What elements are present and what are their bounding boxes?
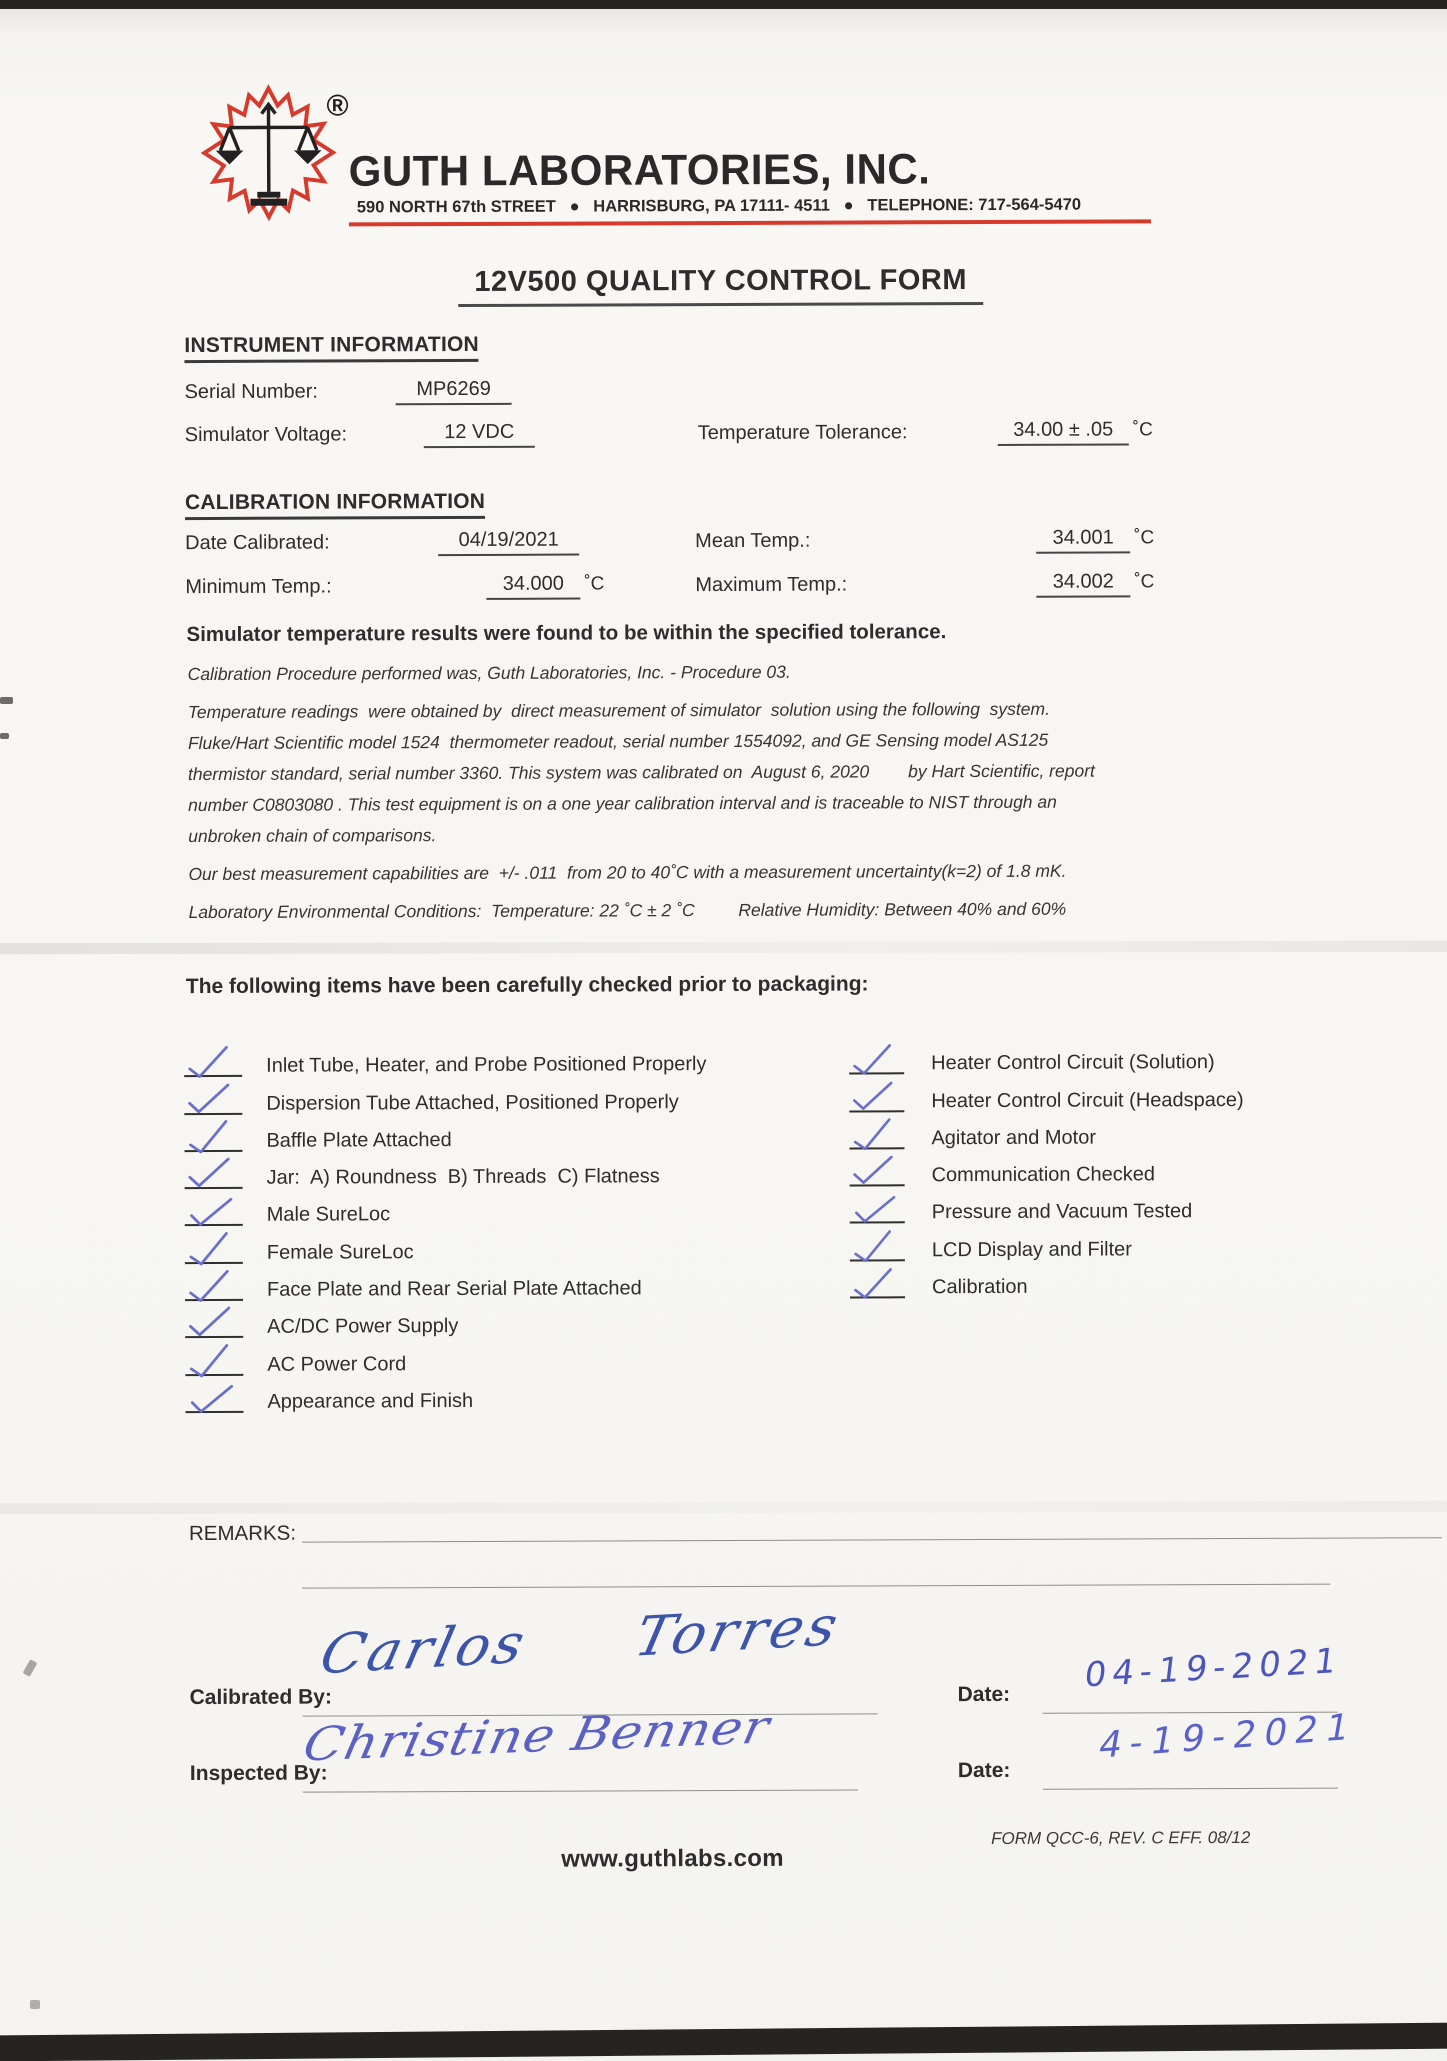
instrument-info-heading-wrap bbox=[184, 333, 479, 363]
checklist-item bbox=[185, 1378, 707, 1417]
checkbox-line bbox=[185, 1348, 243, 1376]
checklist-item bbox=[849, 1152, 1243, 1191]
checkbox-line bbox=[185, 1198, 243, 1226]
inspected-date-value: 4-19-2021 bbox=[1096, 1706, 1361, 1767]
registered-trademark: ® bbox=[326, 89, 348, 123]
guth-labs-scale-logo-icon bbox=[199, 83, 338, 222]
mean-temp-label: Mean Temp.: bbox=[695, 530, 810, 553]
serial-number-label: Serial Number: bbox=[185, 381, 318, 405]
checklist-item-label: Heater Control Circuit (Headspace) bbox=[931, 1089, 1243, 1113]
checklist-item bbox=[184, 1117, 706, 1156]
checkbox-line bbox=[185, 1385, 243, 1413]
calibrated-date-label: Date: bbox=[958, 1683, 1011, 1707]
min-temp-label: Minimum Temp.: bbox=[185, 576, 331, 600]
scan-edge-mark bbox=[0, 697, 13, 704]
checklist-item-label: Agitator and Motor bbox=[931, 1126, 1096, 1150]
checkbox-line bbox=[185, 1273, 243, 1301]
company-name: GUTH LABORATORIES, INC. bbox=[349, 145, 931, 196]
checklist-item-label: Heater Control Circuit (Solution) bbox=[931, 1051, 1215, 1075]
checklist-item bbox=[185, 1229, 707, 1268]
header-red-rule bbox=[349, 219, 1151, 226]
calibration-note-paragraph: Our best measurement capabilities are +/- .011 from 20 to 40˚C with a measurement uncertainty(k=2) of 1.8 mK. bbox=[188, 855, 1348, 890]
temperature-tolerance-value: 34.00 ± .05 ˚C bbox=[998, 418, 1153, 446]
checklist-right-column bbox=[849, 1040, 1244, 1303]
scan-edge-top-fade bbox=[0, 9, 1447, 35]
checkbox-line bbox=[850, 1233, 905, 1261]
inspected-signature-line bbox=[303, 1789, 858, 1792]
calibration-note-paragraph: Laboratory Environmental Conditions: Temperature: 22 ˚C ± 2 ˚C Relative Humidity: Between 40% and 60% bbox=[189, 893, 1349, 928]
checkmark-icon bbox=[849, 1148, 896, 1192]
checklist-item bbox=[185, 1340, 707, 1379]
checklist-item bbox=[185, 1154, 707, 1193]
checkbox-line bbox=[184, 1124, 242, 1152]
min-temp-value: 34.000 ˚C bbox=[486, 572, 604, 599]
checkbox-line bbox=[850, 1270, 905, 1298]
calibration-info-heading-wrap bbox=[185, 490, 485, 520]
mean-temp-unit: ˚C bbox=[1130, 527, 1154, 548]
calibrated-signature: Carlos Torres bbox=[315, 1594, 847, 1687]
checkbox-line bbox=[850, 1196, 905, 1224]
calibration-note-paragraph: Temperature readings were obtained by direct measurement of simulator solution using the following system. Fluke/Hart Scientific model 1524 thermometer readout, serial number 1554092, and GE Sensing model AS125 thermistor standard, serial number 3360. This system was calibrated on August 6, 2020 by Hart Scientific, report number C0803080 . This test equipment is on a one year calibration interval and is traceable to NIST through an unbroken chain of comparisons. bbox=[188, 693, 1349, 852]
checklist-item-label: Appearance and Finish bbox=[267, 1390, 473, 1414]
serial-number-value: MP6269 bbox=[396, 378, 512, 405]
scan-edge-mark bbox=[30, 2000, 40, 2009]
checkbox-line bbox=[849, 1121, 904, 1149]
checklist-item-label: Dispersion Tube Attached, Positioned Properly bbox=[266, 1091, 679, 1116]
instrument-info-heading: INSTRUMENT INFORMATION bbox=[184, 333, 479, 363]
checkmark-icon bbox=[851, 1263, 895, 1303]
checklist-item-label: AC Power Cord bbox=[267, 1353, 406, 1377]
form-title-wrap bbox=[0, 262, 1444, 309]
checkbox-line bbox=[185, 1310, 243, 1338]
calibration-note-paragraph: Calibration Procedure performed was, Guth Laboratories, Inc. - Procedure 03. bbox=[188, 655, 1348, 690]
checklist-item bbox=[184, 1079, 706, 1118]
checklist-item bbox=[850, 1226, 1244, 1265]
scan-edge-mark bbox=[0, 733, 9, 739]
inspected-date-label: Date: bbox=[958, 1759, 1011, 1783]
company-address-line: 590 NORTH 67th STREET ● HARRISBURG, PA 17111- 4511 ● TELEPHONE: 717-564-5470 bbox=[357, 196, 1081, 218]
scan-edge-top bbox=[0, 0, 1447, 9]
checkbox-line bbox=[184, 1086, 242, 1114]
max-temp-label: Maximum Temp.: bbox=[695, 574, 847, 598]
checklist-heading: The following items have been carefully checked prior to packaging: bbox=[186, 972, 869, 999]
checklist-item bbox=[849, 1115, 1243, 1154]
max-temp-unit: ˚C bbox=[1130, 571, 1154, 592]
mean-temp-value: 34.001 ˚C bbox=[1036, 526, 1154, 553]
tolerance-result-statement: Simulator temperature results were found to be within the specified tolerance. bbox=[186, 620, 946, 647]
checklist-item bbox=[185, 1266, 707, 1305]
checklist-item-label: Female SureLoc bbox=[267, 1241, 414, 1265]
calibration-notes bbox=[188, 655, 1349, 935]
checkmark-icon bbox=[184, 1076, 233, 1120]
checkmark-icon bbox=[185, 1227, 233, 1270]
checkbox-line bbox=[184, 1049, 242, 1077]
checkmark-icon bbox=[186, 1375, 237, 1421]
inspected-by-label: Inspected By: bbox=[190, 1762, 328, 1787]
calibration-info-heading: CALIBRATION INFORMATION bbox=[185, 490, 485, 520]
checklist-item-label: Communication Checked bbox=[932, 1164, 1156, 1188]
checkbox-line bbox=[850, 1158, 905, 1186]
checklist-item-label: LCD Display and Filter bbox=[932, 1238, 1132, 1262]
checklist-item bbox=[185, 1191, 707, 1230]
checklist-item bbox=[850, 1189, 1244, 1228]
calibrated-date-value: 04-19-2021 bbox=[1082, 1641, 1344, 1696]
calibrated-by-label: Calibrated By: bbox=[190, 1686, 332, 1711]
remarks-line-1 bbox=[302, 1537, 1442, 1542]
tolerance-unit: ˚C bbox=[1129, 419, 1153, 440]
checklist-item bbox=[849, 1040, 1243, 1079]
checklist-item-label: Baffle Plate Attached bbox=[266, 1129, 451, 1153]
simulator-voltage-label: Simulator Voltage: bbox=[185, 423, 347, 447]
checklist-item bbox=[184, 1042, 706, 1081]
checklist-item-label: AC/DC Power Supply bbox=[267, 1315, 458, 1339]
checkbox-line bbox=[185, 1161, 243, 1189]
checklist-left-column bbox=[184, 1042, 708, 1417]
footer-website: www.guthlabs.com bbox=[561, 1845, 784, 1874]
checkmark-icon bbox=[849, 1073, 896, 1117]
checkbox-line bbox=[849, 1084, 904, 1112]
checkbox-line bbox=[849, 1047, 904, 1075]
checklist-item-label: Face Plate and Rear Serial Plate Attached bbox=[267, 1277, 642, 1301]
checklist-item bbox=[850, 1264, 1244, 1303]
checklist-item bbox=[849, 1077, 1243, 1116]
max-temp-value: 34.002 ˚C bbox=[1036, 570, 1154, 597]
form-title: 12V500 QUALITY CONTROL FORM bbox=[458, 264, 983, 307]
footer-form-id: FORM QCC-6, REV. C EFF. 08/12 bbox=[991, 1828, 1250, 1849]
simulator-voltage-value: 12 VDC bbox=[424, 421, 535, 448]
checklist-item-label: Male SureLoc bbox=[267, 1204, 390, 1227]
min-temp-unit: ˚C bbox=[580, 573, 604, 594]
checkbox-line bbox=[185, 1236, 243, 1264]
inspected-date-line bbox=[1043, 1788, 1338, 1790]
checkmark-icon bbox=[185, 1300, 234, 1344]
checklist-item-label: Inlet Tube, Heater, and Probe Positioned Properly bbox=[266, 1053, 706, 1078]
temperature-tolerance-label: Temperature Tolerance: bbox=[698, 421, 908, 445]
inspected-signature: Christine Benner bbox=[299, 1699, 775, 1771]
date-calibrated-value: 04/19/2021 bbox=[438, 529, 579, 557]
checklist-item-label: Jar: A) Roundness B) Threads C) Flatness bbox=[267, 1165, 660, 1190]
remarks-label: REMARKS: bbox=[189, 1522, 296, 1546]
checklist-item-label: Pressure and Vacuum Tested bbox=[932, 1201, 1193, 1225]
date-calibrated-label: Date Calibrated: bbox=[185, 532, 330, 556]
checklist-item bbox=[185, 1303, 707, 1342]
remarks-line-2 bbox=[302, 1584, 1330, 1589]
checkmark-icon bbox=[850, 1225, 896, 1267]
checklist-item-label: Calibration bbox=[932, 1276, 1028, 1299]
